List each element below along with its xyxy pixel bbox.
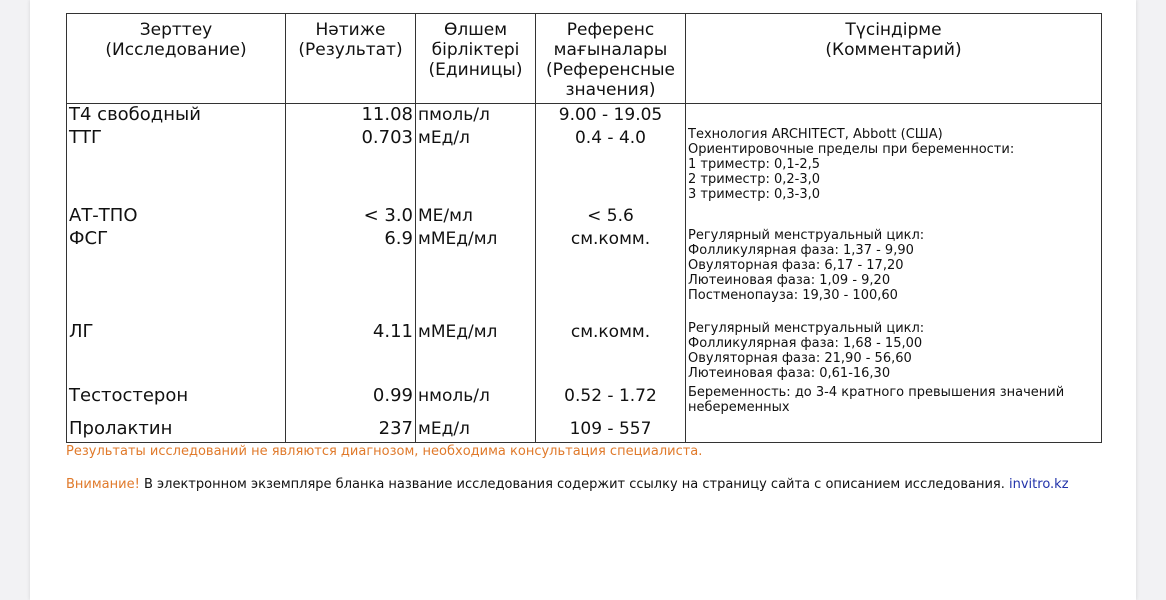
report-page [30, 0, 1136, 600]
table-row [67, 385, 1102, 418]
test-result: < 3.0 [286, 205, 416, 228]
text-line: Нәтиже [315, 20, 386, 40]
test-name[interactable]: ЛГ [67, 321, 286, 385]
test-unit: МЕ/мл [416, 205, 536, 228]
text-line: значения) [565, 80, 656, 100]
text-line: Беременность: до 3-4 кратного превышения значений [688, 384, 1065, 400]
test-reference: 0.4 - 4.0 [536, 127, 686, 205]
header-comment [686, 14, 1102, 104]
table-row [67, 321, 1102, 385]
table-row [67, 228, 1102, 321]
test-reference: 0.52 - 1.72 [536, 385, 686, 418]
text-line: Регулярный менструальный цикл: [688, 227, 925, 243]
text-line: Түсіндірме [845, 20, 942, 40]
text-line: Ориентировочные пределы при беременности: [688, 141, 1015, 157]
test-unit: пмоль/л [416, 104, 536, 127]
test-result: 0.99 [286, 385, 416, 418]
warning-text: В электронном экземпляре бланка название исследования содержит ссылку на страницу сайта с описанием исследования. [139, 477, 1010, 492]
results-body [67, 104, 1102, 443]
test-name[interactable]: Пролактин [67, 418, 286, 443]
text-line: Лютеиновая фаза: 1,09 - 9,20 [688, 272, 891, 288]
table-row [67, 127, 1102, 205]
test-comment [686, 385, 1102, 418]
text-line: небеременных [688, 399, 790, 415]
test-comment [686, 205, 1102, 228]
test-name[interactable]: ТТГ [67, 127, 286, 205]
results-table [66, 13, 1102, 443]
text-line: Постменопауза: 19,30 - 100,60 [688, 287, 898, 303]
text-line: бірліктері [431, 40, 520, 60]
text-line: Технология ARCHITECT, Abbott (США) [688, 126, 943, 142]
table-header-row [67, 14, 1102, 104]
test-name[interactable]: Тестостерон [67, 385, 286, 418]
text-line: (Результат) [298, 40, 403, 60]
text-line: (Комментарий) [825, 40, 962, 60]
text-line: (Единицы) [428, 60, 523, 80]
test-reference: см.комм. [536, 321, 686, 385]
header-units [416, 14, 536, 104]
test-comment [686, 321, 1102, 385]
test-result: 0.703 [286, 127, 416, 205]
text-line: Овуляторная фаза: 21,90 - 56,60 [688, 350, 912, 366]
test-name[interactable]: АТ-ТПО [67, 205, 286, 228]
text-line: (Референсные [545, 60, 676, 80]
warning-label: Внимание! [66, 477, 140, 492]
test-unit: мМЕд/мл [416, 321, 536, 385]
text-line: Зерттеу [139, 20, 213, 40]
disclaimer-text: Результаты исследований не являются диагнозом, необходима консультация специалиста. [66, 444, 703, 459]
test-unit: нмоль/л [416, 385, 536, 418]
test-name[interactable]: ФСГ [67, 228, 286, 321]
text-line: Овуляторная фаза: 6,17 - 17,20 [688, 257, 904, 273]
table-row [67, 104, 1102, 127]
text-line: Фолликулярная фаза: 1,68 - 15,00 [688, 335, 923, 351]
test-reference: см.комм. [536, 228, 686, 321]
text-line: 1 триместр: 0,1-2,5 [688, 156, 821, 172]
header-study [67, 14, 286, 104]
text-line: Регулярный менструальный цикл: [688, 320, 925, 336]
test-comment [686, 104, 1102, 127]
header-reference [536, 14, 686, 104]
text-line: Өлшем [443, 20, 508, 40]
test-unit: мЕд/л [416, 127, 536, 205]
text-line: 2 триместр: 0,2-3,0 [688, 171, 821, 187]
text-line: Референс [566, 20, 655, 40]
test-comment [686, 418, 1102, 443]
test-result: 237 [286, 418, 416, 443]
test-comment [686, 127, 1102, 205]
table-row [67, 418, 1102, 443]
text-line: Лютеиновая фаза: 0,61-16,30 [688, 365, 891, 381]
text-line: Фолликулярная фаза: 1,37 - 9,90 [688, 242, 914, 258]
test-name[interactable]: Т4 свободный [67, 104, 286, 127]
text-line: 3 триместр: 0,3-3,0 [688, 186, 821, 202]
test-comment [686, 228, 1102, 321]
test-reference: < 5.6 [536, 205, 686, 228]
header-result [286, 14, 416, 104]
test-result: 4.11 [286, 321, 416, 385]
warning-note [66, 477, 1069, 492]
test-reference: 9.00 - 19.05 [536, 104, 686, 127]
test-reference: 109 - 557 [536, 418, 686, 443]
test-result: 6.9 [286, 228, 416, 321]
test-unit: мМЕд/мл [416, 228, 536, 321]
text-line: (Исследование) [105, 40, 247, 60]
table-row [67, 205, 1102, 228]
text-line: мағыналары [553, 40, 668, 60]
site-link[interactable]: invitro.kz [1009, 477, 1069, 492]
test-result: 11.08 [286, 104, 416, 127]
test-unit: мЕд/л [416, 418, 536, 443]
